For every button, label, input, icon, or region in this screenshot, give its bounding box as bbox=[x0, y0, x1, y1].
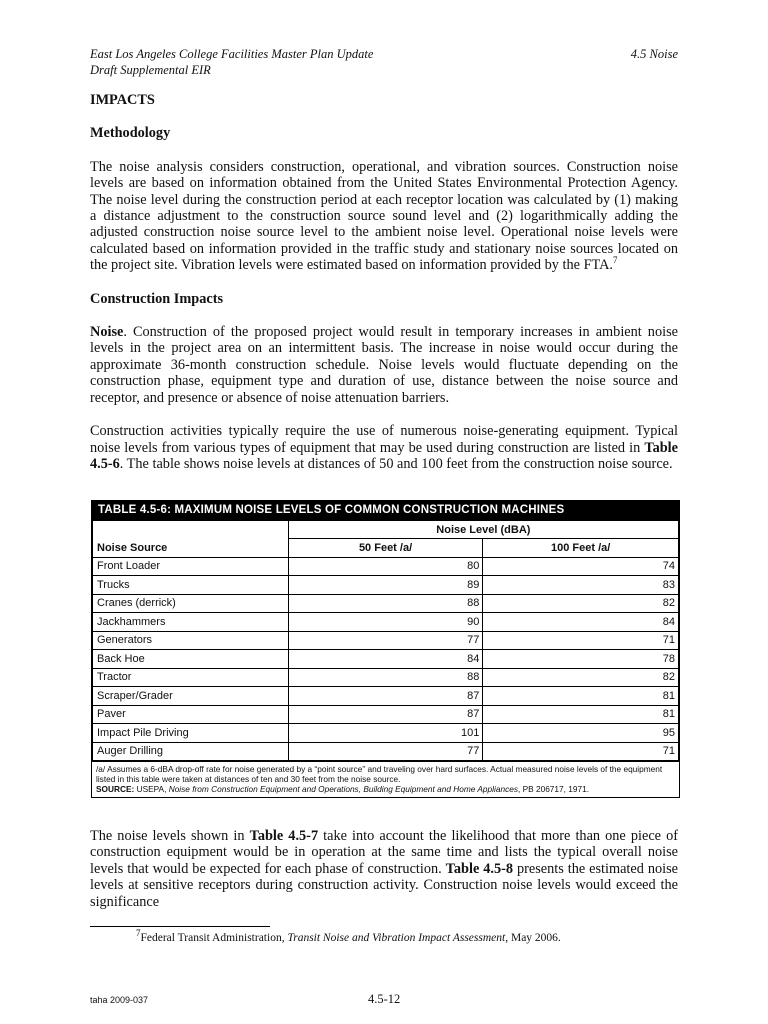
footnote-pre: Federal Transit Administration, bbox=[140, 932, 288, 944]
col-header-source: Noise Source bbox=[93, 539, 289, 558]
table-row bbox=[93, 594, 679, 613]
cell-50ft: 87 bbox=[288, 705, 483, 724]
footnote bbox=[136, 928, 561, 944]
paragraph-after-table bbox=[90, 828, 678, 927]
cell-100ft: 82 bbox=[483, 594, 679, 613]
source-title: Noise from Construction Equipment and Operations, Building Equipment and Home Appliances bbox=[168, 784, 518, 794]
table-grid bbox=[92, 520, 679, 761]
table-body bbox=[93, 557, 679, 761]
cell-source: Paver bbox=[93, 705, 289, 724]
table-ref-4-5-7: Table 4.5-7 bbox=[249, 828, 319, 844]
cell-50ft: 88 bbox=[288, 594, 483, 613]
cell-50ft: 77 bbox=[288, 631, 483, 650]
cell-100ft: 83 bbox=[483, 576, 679, 595]
cell-100ft: 81 bbox=[483, 705, 679, 724]
footnote-ref: 7 bbox=[613, 255, 618, 266]
footnote-title: Transit Noise and Vibration Impact Assessment bbox=[287, 932, 506, 944]
heading-methodology: Methodology bbox=[90, 125, 171, 142]
footnote-number: 7 bbox=[136, 928, 141, 939]
table-ref-4-5-8: Table 4.5-8 bbox=[445, 860, 514, 877]
cell-50ft: 101 bbox=[288, 724, 483, 743]
table-row bbox=[93, 687, 679, 706]
cell-source: Generators bbox=[93, 631, 289, 650]
table-group-header-row bbox=[93, 521, 679, 539]
table-ref-4-5-6: Table 4.5-6 bbox=[90, 439, 678, 472]
footer-project-id: taha 2009-037 bbox=[90, 995, 149, 1005]
table-row bbox=[93, 631, 679, 650]
cell-50ft: 90 bbox=[288, 613, 483, 632]
cell-50ft: 84 bbox=[288, 650, 483, 669]
cell-50ft: 88 bbox=[288, 668, 483, 687]
table-row bbox=[93, 742, 679, 761]
cell-source: Jackhammers bbox=[93, 613, 289, 632]
header-title: East Los Angeles College Facilities Master Plan Update bbox=[90, 47, 374, 61]
noise-lead: Noise bbox=[90, 324, 124, 341]
table-notes bbox=[92, 761, 679, 797]
cell-source: Scraper/Grader bbox=[93, 687, 289, 706]
cell-source: Impact Pile Driving bbox=[93, 724, 289, 743]
paragraph-phases bbox=[90, 828, 678, 910]
cell-100ft: 82 bbox=[483, 668, 679, 687]
cell-100ft: 95 bbox=[483, 724, 679, 743]
noise-table bbox=[91, 500, 680, 798]
source-label: SOURCE: bbox=[96, 784, 135, 794]
equipment-text-2: . The table shows noise levels at distances of 50 and 100 feet from the construction noise source. bbox=[119, 455, 673, 472]
table-row bbox=[93, 668, 679, 687]
header-left bbox=[90, 46, 373, 78]
main-content bbox=[90, 92, 678, 489]
cell-source: Cranes (derrick) bbox=[93, 594, 289, 613]
cell-50ft: 89 bbox=[288, 576, 483, 595]
cell-50ft: 87 bbox=[288, 687, 483, 706]
header-section: 4.5 Noise bbox=[630, 47, 678, 61]
cell-100ft: 71 bbox=[483, 742, 679, 761]
cell-100ft: 81 bbox=[483, 687, 679, 706]
header-subtitle: Draft Supplemental EIR bbox=[90, 63, 211, 77]
cell-100ft: 74 bbox=[483, 557, 679, 576]
source-post: , PB 206717, 1971. bbox=[517, 784, 590, 794]
table-row bbox=[93, 557, 679, 576]
table-header-row bbox=[93, 539, 679, 558]
table-row bbox=[93, 705, 679, 724]
cell-source: Tractor bbox=[93, 668, 289, 687]
cell-source: Back Hoe bbox=[93, 650, 289, 669]
col-header-50ft: 50 Feet /a/ bbox=[288, 539, 483, 558]
paragraph-equipment bbox=[90, 423, 678, 472]
table-row bbox=[93, 576, 679, 595]
phases-text-3: presents the estimated noise levels at sensitive receptors during construction activity. Construction noise levels would exceed the significance bbox=[90, 860, 679, 910]
noise-text: . Construction of the proposed project would result in temporary increases in ambient noise levels in the project area on an intermittent basis. The increase in noise would occur during the approximate 36-month construction schedule. Noise levels would fluctuate depending on the construction phase, equipment type and duration of use, distance between the noise source and receptor, and presence or absence of noise attenuation barriers. bbox=[90, 324, 678, 406]
phases-text-2: take into account the likelihood that more than one piece of construction equipment would be in operation at the same time and lists the typical overall noise levels that would be expected for each phase of construction. bbox=[90, 828, 678, 877]
methodology-text: The noise analysis considers construction, operational, and vibration sources. Construction noise levels are based on information obtained from the United States Environmental Protection Agency. The noise level during the construction period at each receptor location was calculated by (1) making a distance adjustment to the construction source sound level and (2) logarithmically adding the adjusted construction noise source level to the ambient noise level. Operational noise levels were calculated based on information provided in the traffic study and stationary noise sources located on the project site. Vibration levels were estimated based on information provided by the FTA. bbox=[90, 158, 678, 274]
cell-50ft: 80 bbox=[288, 557, 483, 576]
heading-construction-impacts: Construction Impacts bbox=[90, 290, 224, 307]
phases-text-1: The noise levels shown in bbox=[90, 828, 250, 844]
table-row bbox=[93, 650, 679, 669]
paragraph-methodology bbox=[90, 159, 678, 274]
table-source bbox=[96, 784, 675, 794]
page-number: 4.5-12 bbox=[368, 992, 401, 1006]
footnote-divider bbox=[90, 926, 270, 927]
cell-100ft: 78 bbox=[483, 650, 679, 669]
cell-source: Front Loader bbox=[93, 557, 289, 576]
cell-100ft: 84 bbox=[483, 613, 679, 632]
paragraph-noise bbox=[90, 324, 678, 406]
cell-source: Auger Drilling bbox=[93, 742, 289, 761]
cell-100ft: 71 bbox=[483, 631, 679, 650]
footnote-post: , May 2006. bbox=[505, 932, 561, 944]
source-pre: USEPA, bbox=[134, 784, 169, 794]
group-header: Noise Level (dBA) bbox=[288, 521, 678, 539]
heading-impacts: IMPACTS bbox=[90, 92, 155, 108]
equipment-text-1: Construction activities typically require the use of numerous noise-generating equipment. Typical noise levels from various types of equipment that may be used during construction are listed in bbox=[90, 423, 678, 456]
cell-50ft: 77 bbox=[288, 742, 483, 761]
table-row bbox=[93, 613, 679, 632]
table-title: TABLE 4.5-6: MAXIMUM NOISE LEVELS OF COMMON CONSTRUCTION MACHINES bbox=[92, 501, 679, 520]
table-note: /a/ Assumes a 6-dBA drop-off rate for noise generated by a “point source” and traveling over hard surfaces. Actual measured noise levels of the equipment listed in this table were taken at distances of ten and 30 feet from the noise source. bbox=[96, 764, 663, 784]
col-header-100ft: 100 Feet /a/ bbox=[483, 539, 679, 558]
table-row bbox=[93, 724, 679, 743]
cell-source: Trucks bbox=[93, 576, 289, 595]
